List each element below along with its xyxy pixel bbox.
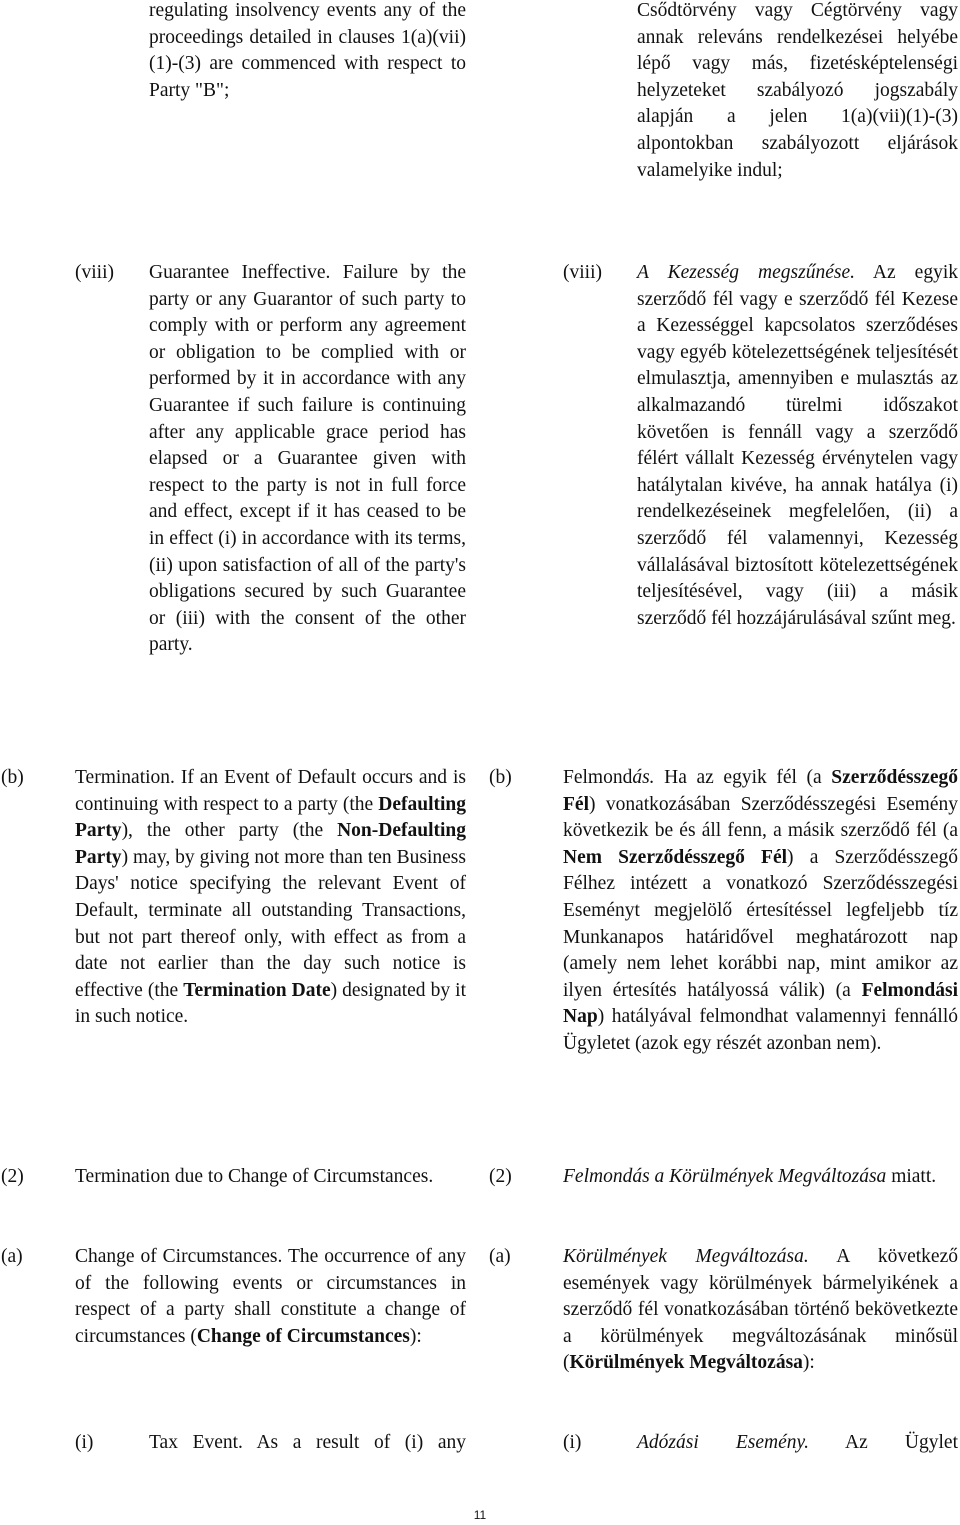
hu-change-of-circumstances: Körülmények Megváltozása. A következő események vagy körülmények bármelyikének a szerződő fél vonatkozásában történő bekövetkezte a körülmények megváltozásának minősül (Körülmények Megváltozása): — [563, 1246, 958, 1374]
page-number: 11 — [473, 1508, 487, 1522]
defined-term: Szerződésszegő Fél — [563, 767, 958, 815]
hu-termination: Felmondás. Ha az egyik fél (a Szerződésszegő Fél) vonatkozásában Szerződésszegési Esemény következik be és áll fenn, a másik szerződő fél (a Nem Szerződésszegő Fél) a Szerződésszegő Félhez intézett a vonatkozó Szerződésszegési Eseményt megjelölő értesítéssel legfeljebb tíz Munkanapos határidővel meghatározott nap (amely nem lehet korábbi nap, mint amikor az ilyen értesítés hatályossá válik) (a Felmondási Nap) hatályával felmondhat valamennyi fennálló Ügyletet (azok egy részét azonban nem). — [563, 767, 958, 1054]
hu-guarantee-ineffective: A Kezesség megszűnése. Az egyik szerződő fél vagy e szerződő fél Kezese a Kezességgel kapcsolatos szerződéses vagy egyéb kötelezettségének teljesítését elmulasztja, amennyiben e mulasztás az alkalmazandó türelmi időszakot követően is fennáll vagy a szerződő félért vállalt Kezesség érvénytelen vagy hatálytalan kivéve, ha annak hatálya (i) rendelkezéseinek megfelelően, (ii) a szerződő fél valamennyi, Kezesség vállalásával biztosított kötelezettségének teljesítésével, vagy (iii) a másik szerződő fél hozzájárulásával szűnt meg. — [637, 262, 958, 629]
en-section-number: (2) — [1, 1166, 24, 1187]
defined-term: Non-Defaulting Party — [75, 820, 466, 868]
clause-title: Körülmények Megváltozása. — [563, 1246, 809, 1267]
clause-title: Guarantee Ineffective. — [149, 262, 331, 283]
defined-term: Change of Circumstances — [196, 1325, 410, 1347]
hu-section-number: (2) — [489, 1166, 512, 1187]
defined-term: Termination Date — [183, 979, 331, 1001]
hu-clause-continuation: Csődtörvény vagy Cégtörvény vagy annak releváns rendelkezései helyébe lépő vagy más, fizetésképtelenségi helyzeteket szabályozó jogszabály alapján a jelen 1(a)(vii)(1)-(3) alpontokban szabályozott eljárások valamelyike indul; — [637, 0, 958, 181]
clause-title: A Kezesség megszűnése. — [637, 262, 855, 283]
en-clause-number: (viii) — [75, 262, 114, 283]
defined-term: Körülmények Megváltozása — [569, 1352, 803, 1374]
defined-term: Nem Szerződésszegő Fél — [563, 846, 788, 868]
clause-title: Change of Circumstances. — [75, 1246, 283, 1267]
clause-title: Tax Event. — [149, 1432, 243, 1453]
en-change-of-circumstances: Change of Circumstances. The occurrence of any of the following events or circumstances in respect of a party shall constitute a change of circumstances (Change of Circumstances): — [75, 1246, 466, 1347]
hu-clause-number: (viii) — [563, 262, 602, 283]
hu-subclause-number: (i) — [563, 1432, 582, 1453]
en-section-heading: Termination due to Change of Circumstances. — [75, 1166, 434, 1187]
en-tax-event: Tax Event. As a result of (i) any — [149, 1432, 466, 1453]
en-guarantee-ineffective: Guarantee Ineffective. Failure by the party or any Guarantor of such party to comply with or perform any agreement or obligation to be complied with or performed by it in accordance with any Guarantee if such failure is continuing after any applicable grace period has elapsed or a Guarantee given with respect to the party is not in full force and effect, except if it has ceased to be in effect (i) in accordance with its terms, (ii) upon satisfaction of all of the party's obligations secured by such Guarantee or (iii) with the consent of the other party. — [149, 262, 466, 656]
hu-clause-number: (b) — [489, 767, 512, 788]
clause-title: Termination. — [75, 767, 175, 788]
defined-term: Defaulting Party — [75, 793, 466, 842]
en-subclause-number: (i) — [75, 1432, 94, 1453]
en-clause-number: (a) — [1, 1246, 23, 1267]
clause-title: Felmond — [563, 767, 633, 788]
defined-term: Felmondási Nap — [563, 979, 958, 1028]
hu-clause-number: (a) — [489, 1246, 511, 1267]
en-clause-continuation: regulating insolvency events any of the proceedings detailed in clauses 1(a)(vii)(1)-(3) are commenced with respect to Party "B"; — [149, 0, 466, 101]
hu-section-heading: Felmondás a Körülmények Megváltozása miatt. — [563, 1166, 937, 1187]
hu-tax-event: Adózási Esemény. Az Ügylet — [637, 1432, 959, 1453]
en-clause-number: (b) — [1, 767, 24, 788]
en-termination: Termination. If an Event of Default occurs and is continuing with respect to a party (the Defaulting Party), the other party (the Non-Defaulting Party) may, by giving not more than ten Business Days' notice specifying the relevant Event of Default, terminate all outstanding Transactions, but not part thereof only, with effect as from a date not earlier than the day such notice is effective (the Termination Date) designated by it in such notice. — [75, 767, 466, 1028]
clause-title: Adózási Esemény. — [637, 1432, 809, 1453]
